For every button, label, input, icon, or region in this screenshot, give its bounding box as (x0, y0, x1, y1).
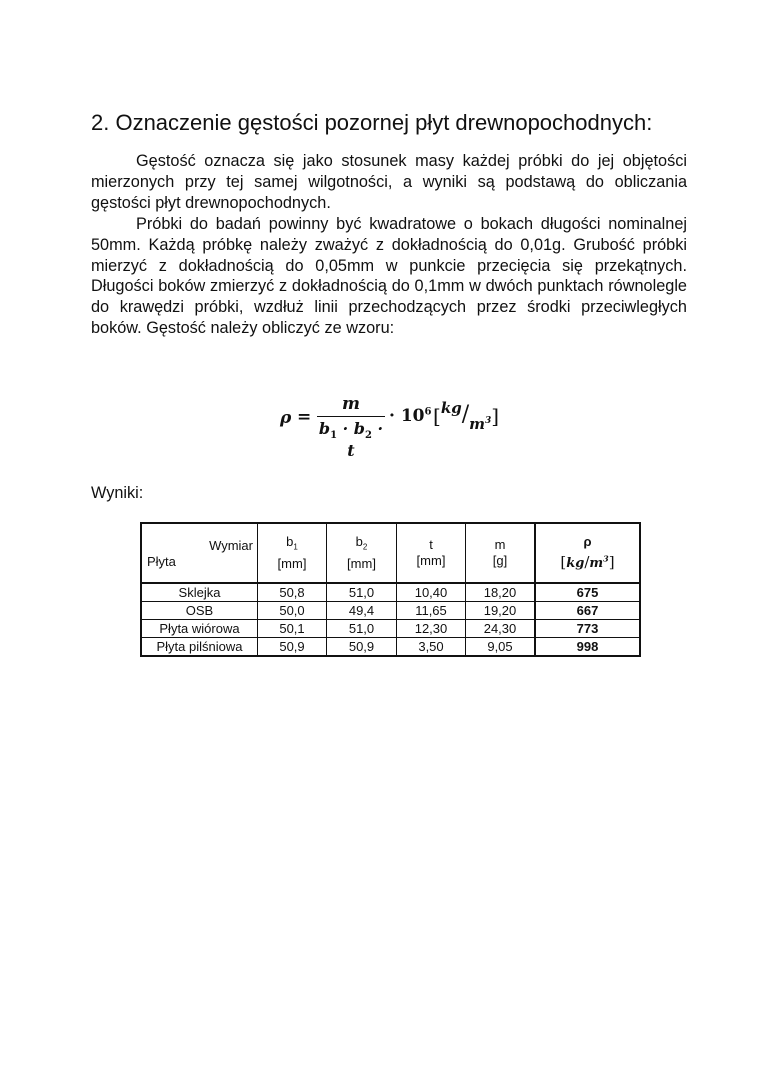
table-header-row (141, 523, 640, 583)
cell-plyta: Sklejka (141, 583, 258, 602)
cell-m: 24,30 (466, 620, 536, 638)
corner-header-plyta: Płyta (147, 554, 176, 569)
column-header-b2: $b_2$ [mm] (327, 523, 397, 583)
cell-b2: 50,9 (327, 638, 397, 657)
cell-t: 12,30 (397, 620, 466, 638)
section-heading: 2. Oznaczenie gęstości pozornej płyt drewnopochodnych: (91, 110, 653, 135)
formula-equals: = (297, 407, 312, 427)
corner-header-cell (141, 523, 258, 583)
cell-plyta: Płyta wiórowa (141, 620, 258, 638)
cell-b2: 49,4 (327, 602, 397, 620)
paragraph-2-text: Próbki do badań powinny być kwadratowe o bokach długości nominalnej 50mm. Każdą próbkę należy zważyć z dokładnością do 0,01g. Grubość próbki mierzyć z dokładnością do 0,05mm w punkcie przecięcia się przekątnych. Długości boków zmierzyć z dokładnością do 0,1mm w dwóch punktach równolegle do krawędzi próbki, wzdłuż linii przechodzących przez środki przeciwległych boków. Gęstość należy obliczyć ze wzoru: (91, 215, 687, 337)
cell-b2: 51,0 (327, 620, 397, 638)
cell-m: 9,05 (466, 638, 536, 657)
cell-rho: 773 (535, 620, 640, 638)
paragraph-1 (91, 151, 687, 213)
formula-numerator: m (342, 394, 360, 414)
cell-b1: 50,8 (258, 583, 327, 602)
formula-rho: ρ (280, 408, 292, 428)
cell-rho: 998 (535, 638, 640, 657)
table-row (141, 620, 640, 638)
cell-plyta: OSB (141, 602, 258, 620)
cell-b2: 51,0 (327, 583, 397, 602)
cell-t: 10,40 (397, 583, 466, 602)
cell-b1: 50,0 (258, 602, 327, 620)
formula-multiplier: · $10^6$ (389, 406, 432, 426)
paragraph-2 (91, 214, 687, 339)
paragraph-1-text: Gęstość oznacza się jako stosunek masy każdej próbki do jej objętości mierzonych przy tej samej wilgotności, a wyniki są podstawą do obliczania gęstości płyt drewnopochodnych. (91, 152, 687, 212)
cell-t: 11,65 (397, 602, 466, 620)
results-table (140, 522, 641, 657)
column-header-t: t [mm] (397, 523, 466, 583)
table-row (141, 638, 640, 657)
table-row (141, 583, 640, 602)
results-label: Wyniki: (91, 484, 144, 502)
cell-m: 18,20 (466, 583, 536, 602)
corner-header-wymiar: Wymiar (209, 538, 253, 553)
cell-b1: 50,1 (258, 620, 327, 638)
cell-m: 19,20 (466, 602, 536, 620)
formula-unit: $[kg/m^3]$ (433, 399, 500, 433)
table-row (141, 602, 640, 620)
column-header-rho: ρ $[kg/m^3]$ (535, 523, 640, 583)
formula-denominator: $b_1 \cdot b_2 \cdot t$ (318, 419, 384, 461)
formula-fraction (315, 394, 387, 460)
cell-t: 3,50 (397, 638, 466, 657)
column-header-b1: $b_1$ [mm] (258, 523, 327, 583)
column-header-m: m [g] (466, 523, 536, 583)
cell-rho: 667 (535, 602, 640, 620)
cell-rho: 675 (535, 583, 640, 602)
cell-plyta: Płyta pilśniowa (141, 638, 258, 657)
cell-b1: 50,9 (258, 638, 327, 657)
